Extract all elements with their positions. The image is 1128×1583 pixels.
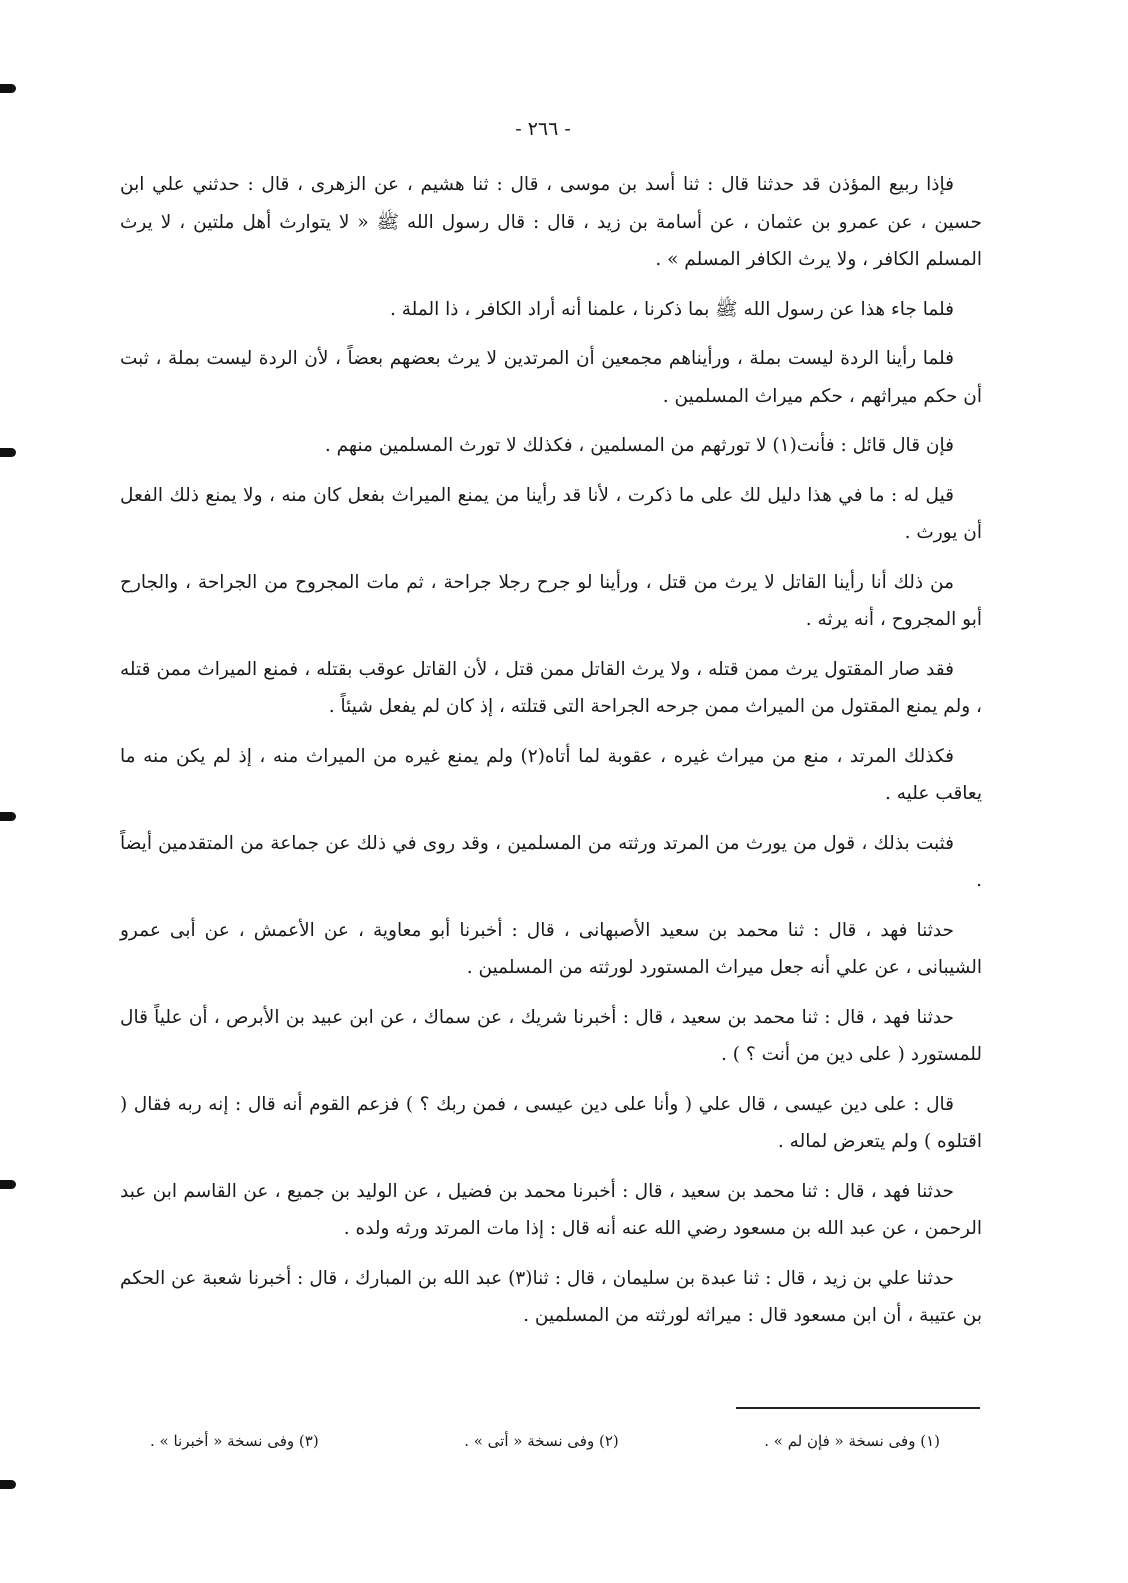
paragraph: فإذا ربيع المؤذن قد حدثنا قال : ثنا أسد بن موسى ، قال : ثنا هشيم ، عن الزهرى ، قال : حدثني علي ابن حسين ، عن عمرو بن عثمان ، عن أسامة بن زيد ، قال : قال رسول الله ﷺ « لا يتوارث أهل ملتين ، لا يرث المسلم الكافر ، ولا يرث الكافر المسلم » . [120,174,982,270]
paragraph: فلما جاء هذا عن رسول الله ﷺ بما ذكرنا ، علمنا أنه أراد الكافر ، ذا الملة . [389,298,954,320]
page-number: - ٢٦٦ - [515,118,571,140]
paragraph: فإن قال قائل : فأنت(١) لا تورثهم من المسلمين ، فكذلك لا تورث المسلمين منهم . [324,435,954,456]
paragraph: قيل له : ما في هذا دليل لك على ما ذكرت ، لأنا قد رأينا من يمنع الميراث بفعل كان منه ، ولا يمنع ذلك الفعل أن يورث . [120,484,982,543]
paragraph: حدثنا فهد ، قال : ثنا محمد بن سعيد ، قال : أخبرنا شريك ، عن سماك ، عن ابن عبيد بن الأبرص ، أن علياً قال للمستورد ( على دين من أنت ؟ ) . [120,1006,982,1065]
scan-margin-mark [0,448,16,457]
paragraph: فلما رأينا الردة ليست بملة ، ورأيناهم مجمعين أن المرتدين لا يرث بعضهم بعضاً ، لأن الردة ليست بملة ، ثبت أن حكم ميراثهم ، حكم ميراث المسلمين . [120,348,982,407]
paragraph: حدثنا فهد ، قال : ثنا محمد بن سعيد ، قال : أخبرنا محمد بن فضيل ، عن الوليد بن جميع ، عن القاسم ابن عبد الرحمن ، عن عبد الله بن مسعود رضي الله عنه أنه قال : إذا مات المرتد ورثه ولده . [120,1180,982,1239]
scan-margin-mark [0,1180,16,1189]
paragraph: فثبت بذلك ، قول من يورث من المرتد ورثته من المسلمين ، وقد روى في ذلك عن جماعة من المتقدمين أيضاً . [120,832,982,891]
paragraph: حدثنا علي بن زيد ، قال : ثنا عبدة بن سليمان ، قال : ثنا(٣) عبد الله بن المبارك ، قال : أخبرنا شعبة عن الحكم بن عتيبة ، أن ابن مسعود قال : ميراثه لورثته من المسلمين . [120,1267,982,1326]
footnote-divider [736,1407,980,1409]
main-text [120,166,982,1347]
footnotes [150,1432,940,1450]
scan-margin-mark [0,84,16,93]
paragraph: حدثنا فهد ، قال : ثنا محمد بن سعيد الأصبهانى ، قال : أخبرنا أبو معاوية ، عن الأعمش ، عن أبى عمرو الشيبانى ، عن علي أنه جعل ميراث المستورد لورثته من المسلمين . [120,919,982,978]
paragraph: من ذلك أنا رأينا القاتل لا يرث من قتل ، ورأينا لو جرح رجلا جراحة ، ثم مات المجروح من الجراحة ، والجارح أبو المجروح ، أنه يرثه . [120,571,982,630]
footnote: (٣) وفى نسخة « أخبرنا » . [150,1432,319,1450]
scan-margin-mark [0,812,16,821]
footnote: (١) وفى نسخة « فإن لم » . [764,1432,940,1450]
paragraph: فكذلك المرتد ، منع من ميراث غيره ، عقوبة لما أتاه(٢) ولم يمنع غيره من الميراث منه ، إذ لم يكن منه ما يعاقب عليه . [120,745,982,804]
paragraph: فقد صار المقتول يرث ممن قتله ، ولا يرث القاتل ممن قتل ، لأن القاتل عوقب بقتله ، فمنع الميراث ممن قتله ، ولم يمنع المقتول من الميراث ممن جرحه الجراحة التى قتلته ، إذ كان لم يفعل شيئاً . [120,658,982,717]
paragraph: قال : على دين عيسى ، قال علي ( وأنا على دين عيسى ، فمن ربك ؟ ) فزعم القوم أنه قال : إنه ربه فقال ( اقتلوه ) ولم يتعرض لماله . [120,1093,982,1152]
footnote: (٢) وفى نسخة « أتى » . [464,1432,619,1450]
scan-margin-mark [0,1480,16,1489]
